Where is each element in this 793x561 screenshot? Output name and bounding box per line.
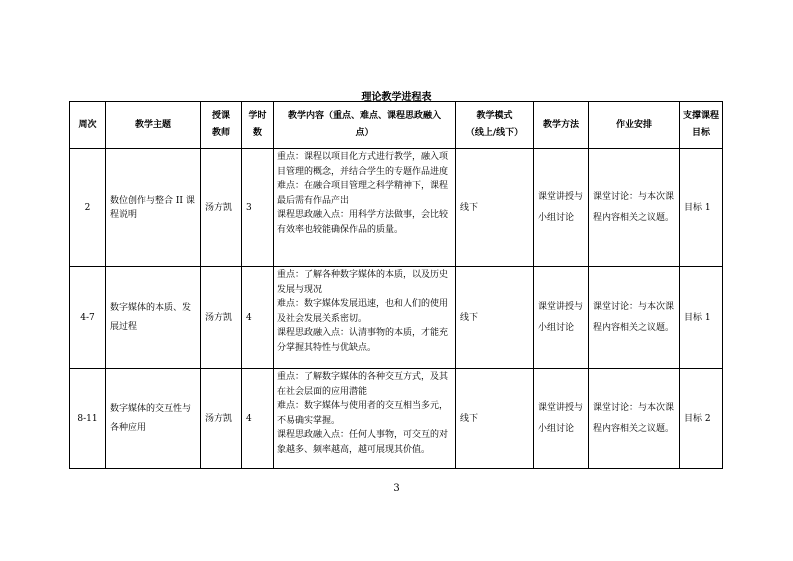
cell-method: 课堂讲授与小组讨论 (534, 149, 589, 267)
content-key-point: 重点：了解数字媒体的各种交互方式，及其在社会层面的应用潜能 (277, 372, 449, 397)
cell-hours: 4 (242, 369, 274, 469)
cell-week: 4-7 (70, 267, 106, 369)
header-week: 周次 (70, 102, 106, 149)
cell-mode: 线下 (456, 149, 534, 267)
header-mode (456, 102, 534, 149)
cell-week: 8-11 (70, 369, 106, 469)
content-ideology: 课程思政融入点：任何人事物，可交互的对象越多、频率越高，越可展现其价值。 (277, 430, 449, 455)
table-row (70, 149, 723, 267)
cell-homework: 课堂讨论：与本次课程内容相关之议题。 (589, 149, 680, 267)
header-goal: 支撑课程目标 (680, 102, 723, 149)
cell-teacher: 汤方凯 (201, 369, 242, 469)
header-content: 教学内容（重点、难点、课程思政融入点） (274, 102, 456, 149)
cell-content (274, 267, 456, 369)
table-row (70, 267, 723, 369)
cell-hours: 3 (242, 149, 274, 267)
content-key-point: 重点：课程以项目化方式进行教学，融入项目管理的概念，并结合学生的专题作品进度 (277, 152, 449, 177)
header-homework: 作业安排 (589, 102, 680, 149)
header-mode-line2: （线上/线下） (465, 128, 524, 138)
cell-goal: 目标 2 (680, 369, 723, 469)
cell-homework: 课堂讨论：与本次课程内容相关之议题。 (589, 267, 680, 369)
cell-theme: 数字媒体的本质、发展过程 (106, 267, 201, 369)
cell-teacher: 汤方凯 (201, 149, 242, 267)
content-difficulty: 难点：数字媒体发展迅速，也和人们的使用及社会发展关系密切。 (277, 299, 449, 324)
header-theme: 教学主题 (106, 102, 201, 149)
content-key-point: 重点：了解各种数字媒体的本质，以及历史发展与现况 (277, 270, 449, 295)
cell-goal: 目标 1 (680, 267, 723, 369)
table-row (70, 369, 723, 469)
cell-method: 课堂讲授与小组讨论 (534, 267, 589, 369)
cell-goal: 目标 1 (680, 149, 723, 267)
teaching-schedule-table (69, 101, 723, 469)
header-method: 教学方法 (534, 102, 589, 149)
cell-theme: 数字媒体的交互性与各种应用 (106, 369, 201, 469)
cell-theme: 数位创作与整合 II 课程说明 (106, 149, 201, 267)
header-mode-line1: 教学模式 (476, 111, 513, 121)
cell-teacher: 汤方凯 (201, 267, 242, 369)
cell-content (274, 149, 456, 267)
cell-mode: 线下 (456, 369, 534, 469)
content-difficulty: 难点：在融合项目管理之科学精神下，课程最后需有作品产出 (277, 181, 449, 206)
cell-homework: 课堂讨论：与本次课程内容相关之议题。 (589, 369, 680, 469)
cell-content (274, 369, 456, 469)
content-difficulty: 难点：数字媒体与使用者的交互相当多元，不易确实掌握。 (277, 401, 449, 426)
cell-week: 2 (70, 149, 106, 267)
header-hours: 学时数 (242, 102, 274, 149)
table-title: 理论教学进程表 (361, 92, 432, 103)
header-teacher: 授课教师 (201, 102, 242, 149)
header-row (70, 102, 723, 149)
cell-method: 课堂讲授与小组讨论 (534, 369, 589, 469)
page-number: 3 (393, 483, 400, 494)
cell-hours: 4 (242, 267, 274, 369)
content-ideology: 课程思政融入点：认清事物的本质，才能充分掌握其特性与优缺点。 (277, 328, 449, 353)
content-ideology: 课程思政融入点：用科学方法做事，会比较有效率也较能确保作品的质量。 (277, 210, 449, 235)
cell-mode: 线下 (456, 267, 534, 369)
